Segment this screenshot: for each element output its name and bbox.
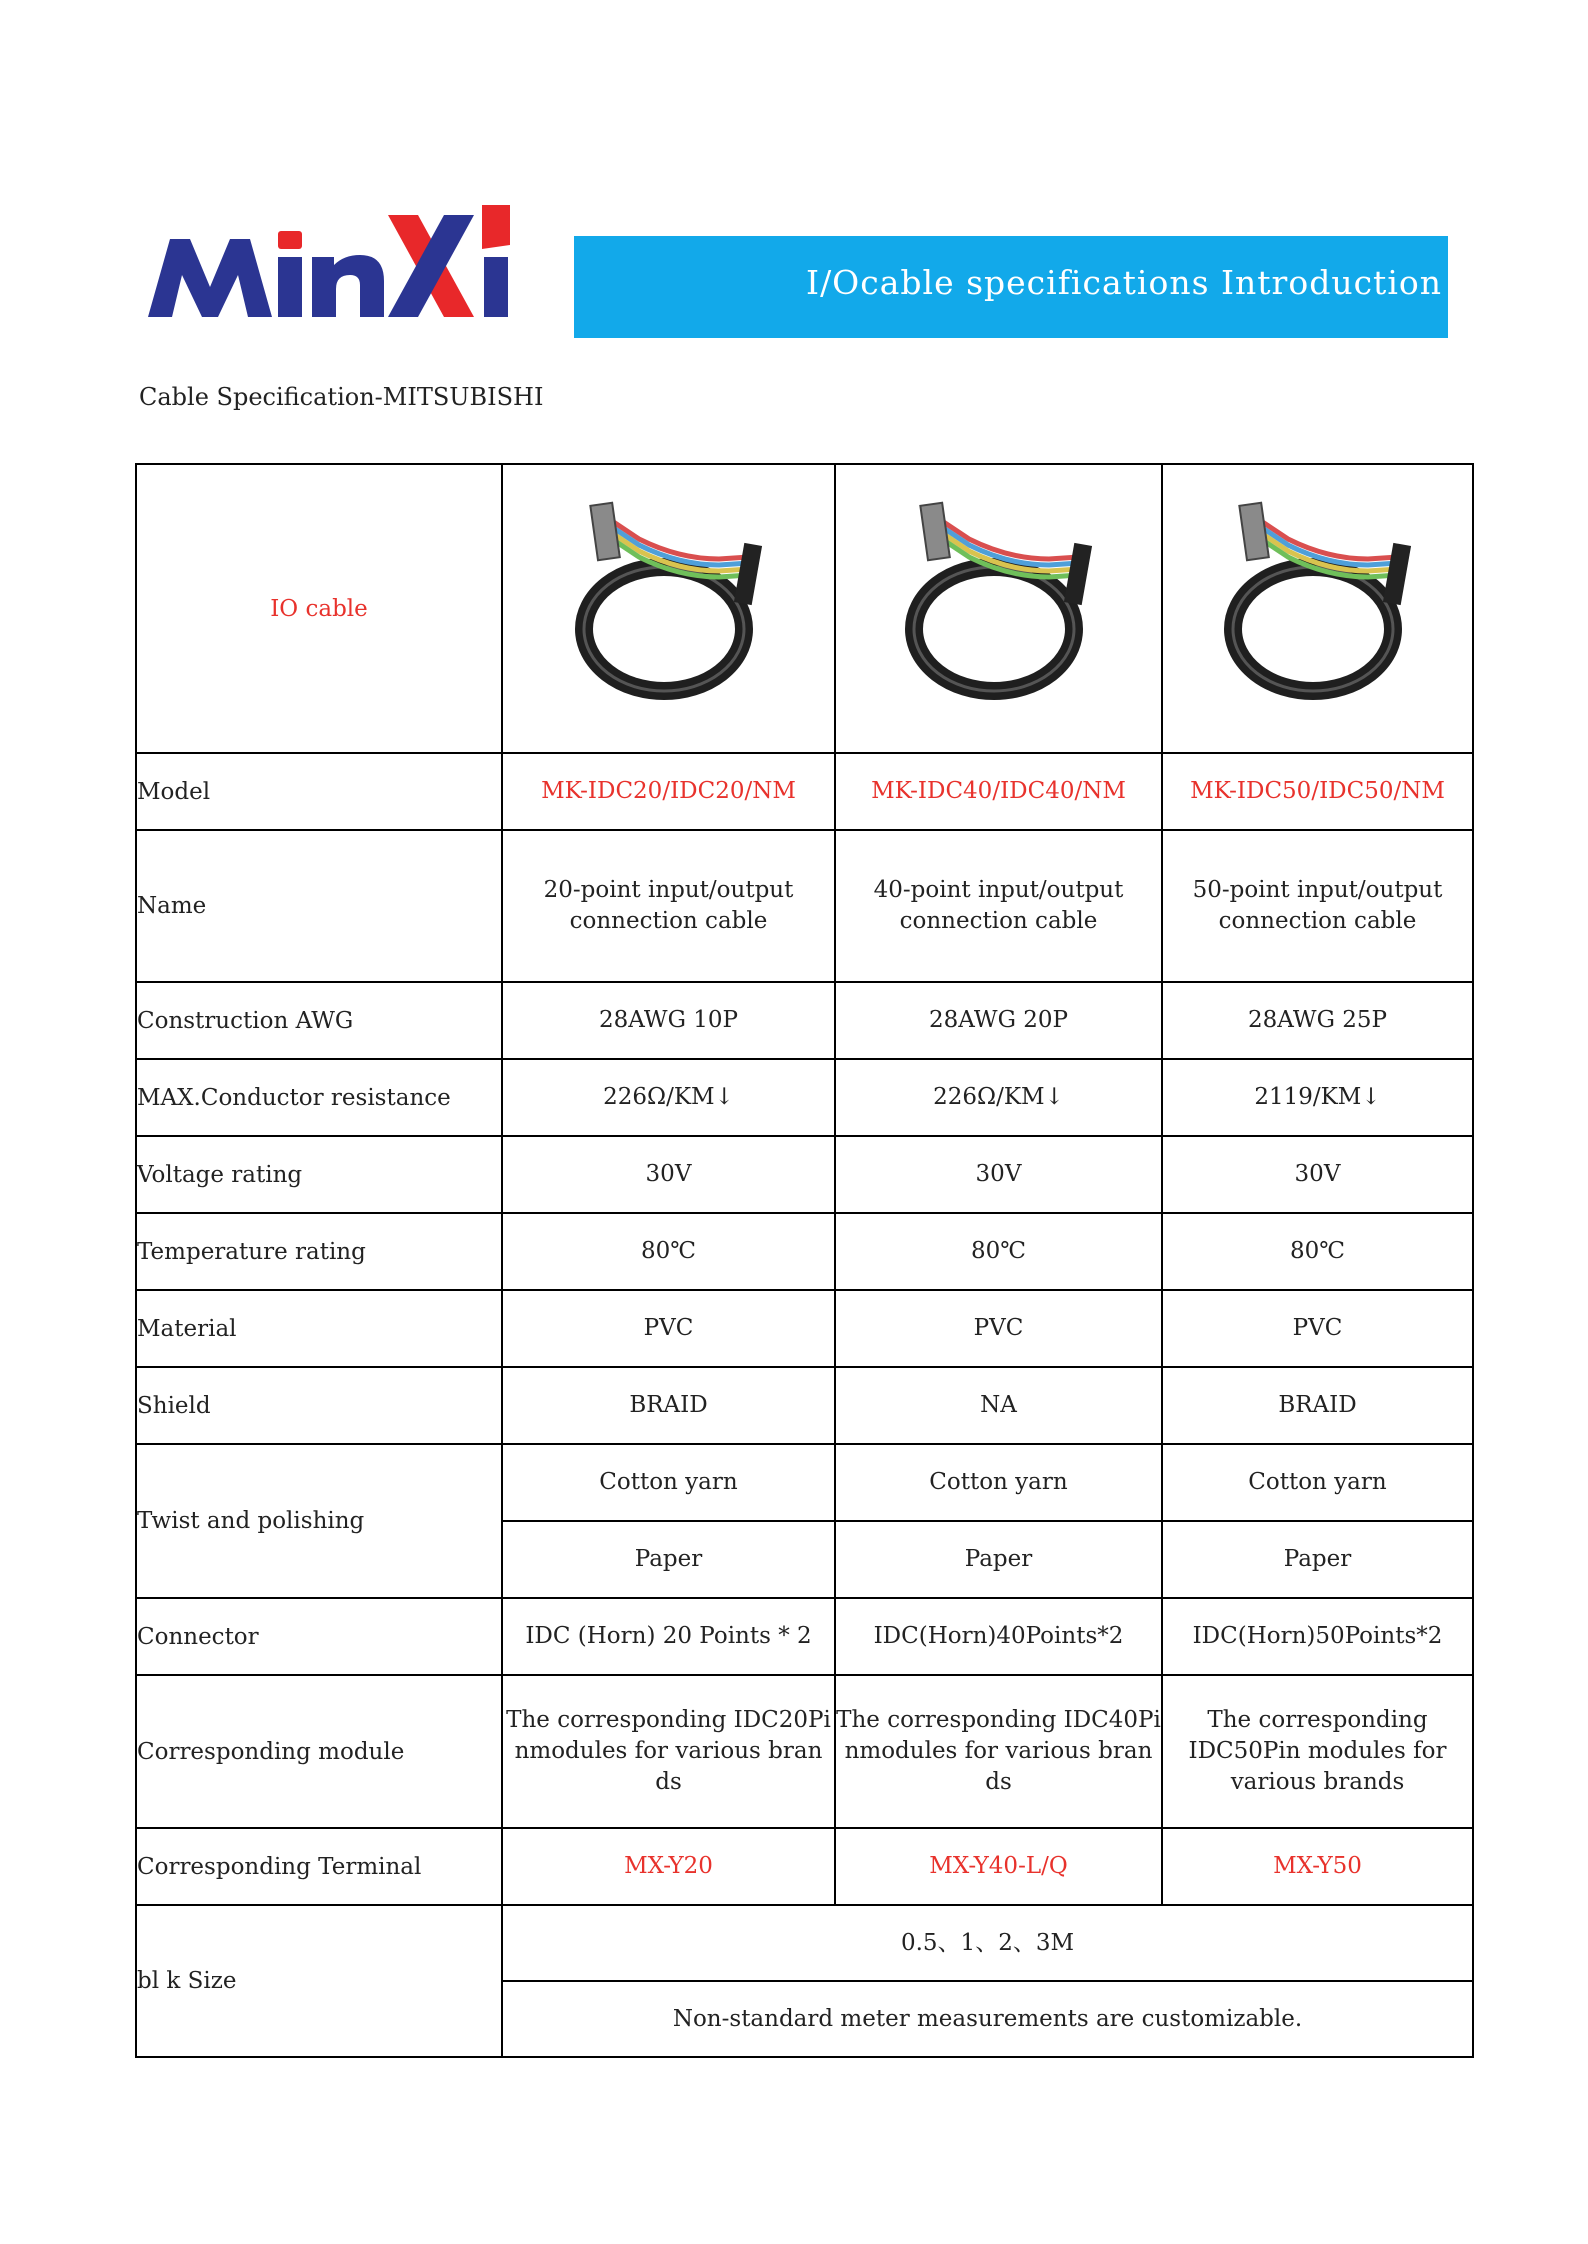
row-label: MAX.Conductor resistance <box>136 1059 502 1136</box>
name-value <box>502 830 835 982</box>
name-line: 20-point input/output <box>543 877 794 903</box>
row-label: Temperature rating <box>136 1213 502 1290</box>
shield-value: BRAID <box>1162 1367 1473 1444</box>
row-label: bl k Size <box>136 1905 502 2057</box>
minxi-logo <box>148 205 520 323</box>
table-row-model <box>136 753 1473 830</box>
construction-value: 28AWG 20P <box>835 982 1162 1059</box>
name-value <box>835 830 1162 982</box>
shield-value: NA <box>835 1367 1162 1444</box>
module-value <box>835 1675 1162 1828</box>
row-label: Connector <box>136 1598 502 1675</box>
module-line: The corresponding IDC40Pi <box>836 1707 1161 1733</box>
module-line: ds <box>985 1769 1012 1795</box>
model-value: MK-IDC20/IDC20/NM <box>502 753 835 830</box>
row-label: Model <box>136 753 502 830</box>
name-line: connection cable <box>899 908 1098 934</box>
name-line: 40-point input/output <box>873 877 1124 903</box>
image-row <box>136 464 1473 753</box>
model-value: MK-IDC50/IDC50/NM <box>1162 753 1473 830</box>
table-row-voltage <box>136 1136 1473 1213</box>
image-row-label-cell <box>136 464 502 753</box>
voltage-value: 30V <box>502 1136 835 1213</box>
polishing-value: Paper <box>1162 1521 1473 1598</box>
module-line: various brands <box>1230 1769 1405 1795</box>
module-line: ds <box>655 1769 682 1795</box>
table-row-module <box>136 1675 1473 1828</box>
table-row-material <box>136 1290 1473 1367</box>
terminal-value: MX-Y50 <box>1162 1828 1473 1905</box>
material-value: PVC <box>1162 1290 1473 1367</box>
module-value <box>1162 1675 1473 1828</box>
voltage-value: 30V <box>1162 1136 1473 1213</box>
twist-value: Cotton yarn <box>835 1444 1162 1521</box>
cable-image-cell <box>835 464 1162 753</box>
row-label: Material <box>136 1290 502 1367</box>
row-label: Corresponding Terminal <box>136 1828 502 1905</box>
name-value <box>1162 830 1473 982</box>
io-cable-photo <box>569 499 769 719</box>
terminal-value: MX-Y20 <box>502 1828 835 1905</box>
table-row-connector <box>136 1598 1473 1675</box>
header-title: I/Ocable specifications Introduction <box>806 263 1442 302</box>
table-row-shield <box>136 1367 1473 1444</box>
voltage-value: 30V <box>835 1136 1162 1213</box>
module-line: The corresponding <box>1207 1707 1428 1733</box>
row-label: Corresponding module <box>136 1675 502 1828</box>
io-cable-photo <box>1218 499 1418 719</box>
name-line: connection cable <box>569 908 768 934</box>
module-line: nmodules for various bran <box>514 1738 823 1764</box>
cable-image-cell <box>1162 464 1473 753</box>
resistance-value: 2119/KM↓ <box>1162 1059 1473 1136</box>
temperature-value: 80℃ <box>502 1213 835 1290</box>
name-line: 50-point input/output <box>1192 877 1443 903</box>
temperature-value: 80℃ <box>835 1213 1162 1290</box>
table-row-size <box>136 1905 1473 1981</box>
header-banner <box>574 236 1448 338</box>
row-label: Construction AWG <box>136 982 502 1059</box>
size-values: 0.5、1、2、3M <box>502 1905 1473 1981</box>
table-row-construction <box>136 982 1473 1059</box>
row-label: Name <box>136 830 502 982</box>
table-row-resistance <box>136 1059 1473 1136</box>
row-label: Shield <box>136 1367 502 1444</box>
construction-value: 28AWG 25P <box>1162 982 1473 1059</box>
row-label: Voltage rating <box>136 1136 502 1213</box>
table-row-name <box>136 830 1473 982</box>
io-cable-label: IO cable <box>270 595 368 622</box>
shield-value: BRAID <box>502 1367 835 1444</box>
module-value <box>502 1675 835 1828</box>
row-label: Twist and polishing <box>136 1444 502 1598</box>
spec-table <box>135 463 1474 2058</box>
material-value: PVC <box>502 1290 835 1367</box>
document-subtitle: Cable Specification-MITSUBISHI <box>139 383 544 411</box>
connector-value: IDC (Horn) 20 Points * 2 <box>502 1598 835 1675</box>
module-line: nmodules for various bran <box>844 1738 1153 1764</box>
resistance-value: 226Ω/KM↓ <box>502 1059 835 1136</box>
connector-value: IDC(Horn)50Points*2 <box>1162 1598 1473 1675</box>
cable-image-cell <box>502 464 835 753</box>
construction-value: 28AWG 10P <box>502 982 835 1059</box>
model-value: MK-IDC40/IDC40/NM <box>835 753 1162 830</box>
module-line: The corresponding IDC20Pi <box>506 1707 831 1733</box>
size-note: Non-standard meter measurements are customizable. <box>502 1981 1473 2057</box>
twist-value: Cotton yarn <box>502 1444 835 1521</box>
table-row-temperature <box>136 1213 1473 1290</box>
module-line: IDC50Pin modules for <box>1188 1738 1447 1764</box>
polishing-value: Paper <box>835 1521 1162 1598</box>
temperature-value: 80℃ <box>1162 1213 1473 1290</box>
twist-value: Cotton yarn <box>1162 1444 1473 1521</box>
name-line: connection cable <box>1218 908 1417 934</box>
connector-value: IDC(Horn)40Points*2 <box>835 1598 1162 1675</box>
polishing-value: Paper <box>502 1521 835 1598</box>
material-value: PVC <box>835 1290 1162 1367</box>
io-cable-photo <box>899 499 1099 719</box>
resistance-value: 226Ω/KM↓ <box>835 1059 1162 1136</box>
table-row-terminal <box>136 1828 1473 1905</box>
terminal-value: MX-Y40-L/Q <box>835 1828 1162 1905</box>
table-row-twist <box>136 1444 1473 1521</box>
